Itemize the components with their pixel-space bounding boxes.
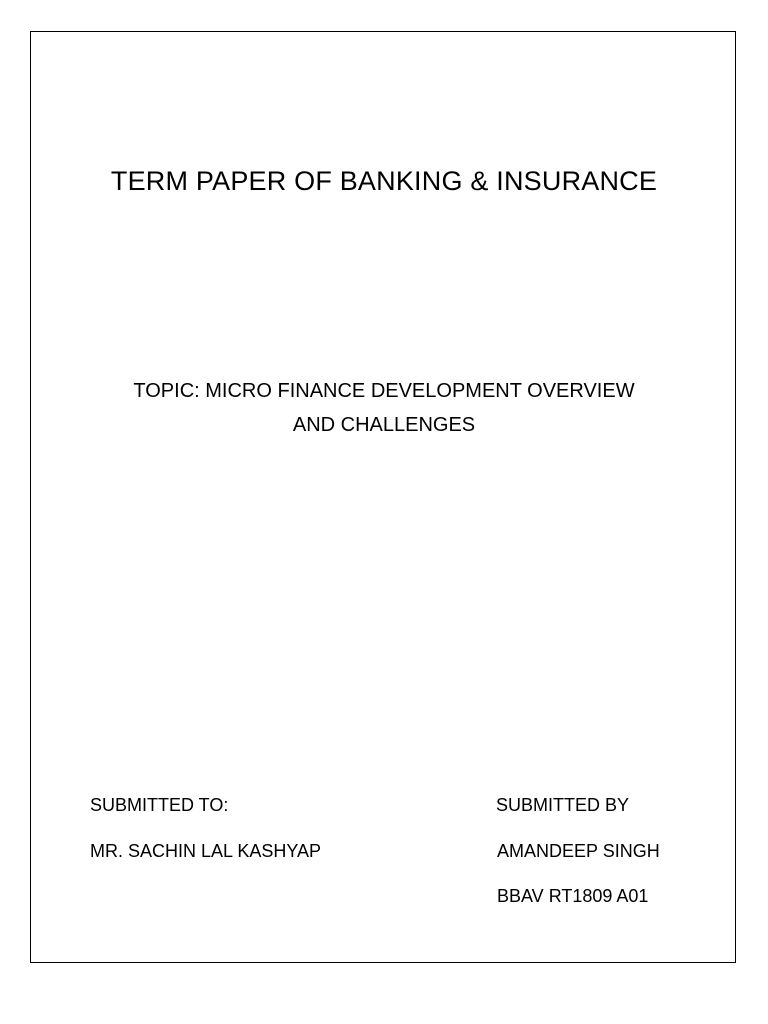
topic-line-2: AND CHALLENGES <box>292 414 476 436</box>
submitted-by-roll-number: BBAV RT1809 A01 <box>497 886 649 906</box>
topic-block <box>0 374 768 442</box>
submitted-by-heading: SUBMITTED BY <box>496 795 630 815</box>
submitted-to-name: MR. SACHIN LAL KASHYAP <box>90 841 322 861</box>
submitted-to-heading: SUBMITTED TO: <box>90 795 229 815</box>
document-title: TERM PAPER OF BANKING & INSURANCE <box>110 166 658 196</box>
topic-line-1: TOPIC: MICRO FINANCE DEVELOPMENT OVERVIEW <box>133 380 635 402</box>
submitted-by-name: AMANDEEP SINGH <box>497 841 660 861</box>
